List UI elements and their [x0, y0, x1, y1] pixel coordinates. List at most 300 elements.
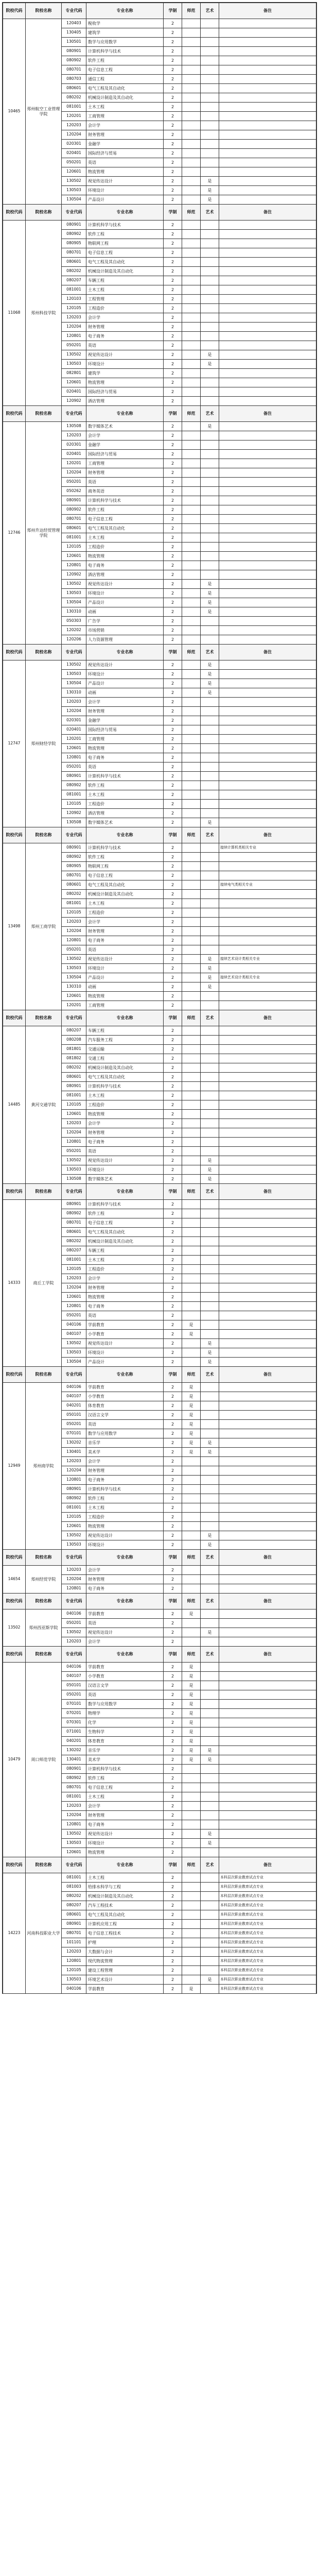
- note: [219, 478, 316, 487]
- teacher-flag: [182, 1256, 201, 1265]
- major-name: 视觉传达设计: [86, 580, 164, 589]
- header-art: 艺术: [201, 645, 219, 660]
- teacher-flag: [182, 561, 201, 570]
- teacher-flag: [182, 1783, 201, 1792]
- teacher-flag: [182, 1811, 201, 1820]
- major-code: 080902: [62, 1209, 86, 1218]
- major-name: 国际经济与贸易: [86, 450, 164, 459]
- teacher-flag: [182, 304, 201, 313]
- note: [219, 195, 316, 205]
- degree-years: 2: [164, 440, 182, 450]
- note: [219, 93, 316, 103]
- header-inst-code: 院校代码: [3, 1010, 26, 1026]
- header-inst-name: 院校名称: [26, 1550, 62, 1566]
- art-flag: [201, 1848, 219, 1857]
- teacher-flag: [182, 167, 201, 177]
- major-code: 130503: [62, 1165, 86, 1175]
- teacher-flag: 是: [182, 1401, 201, 1411]
- major-code: 120203: [62, 918, 86, 927]
- art-flag: [201, 524, 219, 533]
- note: [219, 1540, 316, 1550]
- teacher-flag: [182, 1165, 201, 1175]
- major-code: 130503: [62, 1540, 86, 1550]
- major-name: 产品设计: [86, 1358, 164, 1367]
- teacher-flag: [182, 1339, 201, 1348]
- degree-years: 2: [164, 75, 182, 84]
- major-code: 130508: [62, 1175, 86, 1184]
- major-code: 120204: [62, 130, 86, 140]
- major-name: 工程造价: [86, 1513, 164, 1522]
- major-name: 土木工程: [86, 533, 164, 543]
- major-code: 130503: [62, 589, 86, 598]
- note: [219, 440, 316, 450]
- degree-years: 2: [164, 1522, 182, 1531]
- note: [219, 918, 316, 927]
- art-flag: [201, 1637, 219, 1647]
- note: [219, 1330, 316, 1339]
- art-flag: [201, 552, 219, 561]
- institution-name: 周口师范学院: [26, 1663, 62, 1857]
- major-name: 财务管理: [86, 130, 164, 140]
- degree-years: 2: [164, 725, 182, 735]
- major-name: 金融学: [86, 716, 164, 725]
- art-flag: [201, 505, 219, 515]
- major-code: 120203: [62, 121, 86, 130]
- teacher-flag: [182, 1920, 201, 1929]
- degree-years: 2: [164, 487, 182, 496]
- major-name: 音乐学: [86, 1746, 164, 1755]
- teacher-flag: [182, 47, 201, 56]
- major-name: 酒店管理: [86, 570, 164, 580]
- major-code: 120601: [62, 1522, 86, 1531]
- major-name: 视觉传达设计: [86, 350, 164, 360]
- teacher-flag: [182, 1054, 201, 1063]
- major-name: 交通运输: [86, 1045, 164, 1054]
- note: [219, 103, 316, 112]
- note: [219, 1228, 316, 1237]
- major-code: 120203: [62, 698, 86, 707]
- major-name: 会计学: [86, 1637, 164, 1647]
- major-name: 动画: [86, 982, 164, 992]
- art-flag: [201, 1228, 219, 1237]
- teacher-flag: [182, 992, 201, 1001]
- institution-code: 13502: [3, 1609, 26, 1647]
- teacher-flag: [182, 707, 201, 716]
- major-name: 小学教育: [86, 1392, 164, 1401]
- note: [219, 267, 316, 276]
- header-art: 艺术: [201, 1184, 219, 1200]
- degree-years: 2: [164, 1274, 182, 1283]
- teacher-flag: 是: [182, 1727, 201, 1737]
- art-flag: [201, 397, 219, 406]
- note: [219, 65, 316, 75]
- note: [219, 19, 316, 28]
- note: [219, 323, 316, 332]
- major-name: 产品设计: [86, 973, 164, 982]
- art-flag: [201, 387, 219, 397]
- note: [219, 1485, 316, 1494]
- table-row: [3, 843, 316, 853]
- major-name: 电子商务: [86, 332, 164, 341]
- teacher-flag: [182, 230, 201, 239]
- note: [219, 818, 316, 827]
- art-flag: [201, 1283, 219, 1293]
- art-flag: 是: [201, 1975, 219, 1985]
- major-name: 工程管理: [86, 295, 164, 304]
- major-name: 金融学: [86, 140, 164, 149]
- note: [219, 56, 316, 65]
- art-flag: [201, 1036, 219, 1045]
- degree-years: 2: [164, 1829, 182, 1839]
- note: [219, 1165, 316, 1175]
- major-name: 物流管理: [86, 167, 164, 177]
- art-flag: 是: [201, 670, 219, 679]
- degree-years: 2: [164, 360, 182, 369]
- enrollment-table-page: [2, 2, 317, 1994]
- header-degree: 学制: [164, 1647, 182, 1663]
- teacher-flag: [182, 725, 201, 735]
- note: 本科层次职业教育试点专业: [219, 1957, 316, 1966]
- art-flag: [201, 93, 219, 103]
- teacher-flag: [182, 735, 201, 744]
- teacher-flag: [182, 1848, 201, 1857]
- major-name: 英语: [86, 1420, 164, 1429]
- degree-years: 2: [164, 1783, 182, 1792]
- note: [219, 1584, 316, 1594]
- note: [219, 871, 316, 880]
- note: [219, 1110, 316, 1119]
- major-code: 080202: [62, 890, 86, 899]
- teacher-flag: [182, 186, 201, 195]
- note: [219, 1476, 316, 1485]
- note: [219, 1700, 316, 1709]
- art-flag: [201, 1947, 219, 1957]
- degree-years: 2: [164, 1302, 182, 1311]
- art-flag: [201, 1082, 219, 1091]
- teacher-flag: 是: [182, 1429, 201, 1438]
- art-flag: [201, 1901, 219, 1910]
- major-name: 数字媒体艺术: [86, 818, 164, 827]
- major-name: 英语: [86, 762, 164, 772]
- major-name: 会计学: [86, 1119, 164, 1128]
- teacher-flag: [182, 487, 201, 496]
- header-inst-code: 院校代码: [3, 1550, 26, 1566]
- major-name: 环境设计: [86, 1540, 164, 1550]
- major-code: 040201: [62, 1737, 86, 1746]
- major-name: 酒店管理: [86, 397, 164, 406]
- note: [219, 744, 316, 753]
- degree-years: 2: [164, 332, 182, 341]
- degree-years: 2: [164, 239, 182, 248]
- degree-years: 2: [164, 1348, 182, 1358]
- header-degree: 学制: [164, 1184, 182, 1200]
- note: [219, 515, 316, 524]
- teacher-flag: [182, 1947, 201, 1957]
- major-code: 050201: [62, 1147, 86, 1156]
- major-name: 学前教育: [86, 1609, 164, 1619]
- degree-years: 2: [164, 744, 182, 753]
- note: [219, 1026, 316, 1036]
- art-flag: [201, 781, 219, 790]
- teacher-flag: [182, 635, 201, 645]
- degree-years: 2: [164, 1026, 182, 1036]
- teacher-flag: 是: [182, 1985, 201, 1994]
- degree-years: 2: [164, 762, 182, 772]
- teacher-flag: [182, 1036, 201, 1045]
- major-name: 物流管理: [86, 992, 164, 1001]
- teacher-flag: [182, 221, 201, 230]
- art-flag: [201, 1672, 219, 1681]
- teacher-flag: [182, 1200, 201, 1209]
- art-flag: [201, 239, 219, 248]
- major-code: 120204: [62, 927, 86, 936]
- teacher-flag: [182, 790, 201, 800]
- major-name: 电子商务: [86, 1820, 164, 1829]
- degree-years: 2: [164, 1138, 182, 1147]
- header-note: 备注: [219, 1184, 316, 1200]
- major-code: 130502: [62, 580, 86, 589]
- teacher-flag: 是: [182, 1420, 201, 1429]
- major-code: 120601: [62, 1110, 86, 1119]
- teacher-flag: [182, 1246, 201, 1256]
- major-name: 物联网工程: [86, 239, 164, 248]
- teacher-flag: [182, 468, 201, 478]
- header-inst-code: 院校代码: [3, 205, 26, 221]
- degree-years: 2: [164, 1156, 182, 1165]
- header-art: 艺术: [201, 1010, 219, 1026]
- major-name: 物流管理: [86, 1848, 164, 1857]
- teacher-flag: [182, 1265, 201, 1274]
- art-flag: [201, 1513, 219, 1522]
- major-name: 汽车工程技术: [86, 1901, 164, 1910]
- note: 接续计算机类相关专业: [219, 843, 316, 853]
- header-row: [3, 406, 316, 422]
- degree-years: 2: [164, 1637, 182, 1647]
- major-name: 机械设计制造及其自动化: [86, 890, 164, 899]
- art-flag: [201, 230, 219, 239]
- note: [219, 899, 316, 908]
- major-code: 130502: [62, 1339, 86, 1348]
- major-name: 物理学: [86, 1709, 164, 1718]
- major-name: 数学与应用数学: [86, 38, 164, 47]
- degree-years: 2: [164, 543, 182, 552]
- note: [219, 945, 316, 955]
- degree-years: 2: [164, 341, 182, 350]
- major-name: 酒店管理: [86, 809, 164, 818]
- major-code: 070301: [62, 1718, 86, 1727]
- major-name: 汽车服务工程: [86, 1036, 164, 1045]
- teacher-flag: [182, 276, 201, 285]
- header-art: 艺术: [201, 827, 219, 843]
- teacher-flag: [182, 1873, 201, 1883]
- major-name: 计算机科学与技术: [86, 221, 164, 230]
- art-flag: [201, 809, 219, 818]
- major-code: 080207: [62, 276, 86, 285]
- degree-years: 2: [164, 1873, 182, 1883]
- degree-years: 2: [164, 38, 182, 47]
- note: [219, 1256, 316, 1265]
- major-code: 080901: [62, 47, 86, 56]
- major-name: 会计学: [86, 1566, 164, 1575]
- header-inst-code: 院校代码: [3, 1184, 26, 1200]
- teacher-flag: [182, 1045, 201, 1054]
- degree-years: 2: [164, 1457, 182, 1466]
- art-flag: [201, 1274, 219, 1283]
- major-code: 120801: [62, 332, 86, 341]
- degree-years: 2: [164, 158, 182, 167]
- degree-years: 2: [164, 1975, 182, 1985]
- degree-years: 2: [164, 617, 182, 626]
- note: [219, 1302, 316, 1311]
- degree-years: 2: [164, 992, 182, 1001]
- degree-years: 2: [164, 1966, 182, 1975]
- note: 本科层次职业教育试点专业: [219, 1975, 316, 1985]
- art-flag: [201, 790, 219, 800]
- table-row: [3, 1026, 316, 1036]
- major-code: 080905: [62, 239, 86, 248]
- note: [219, 1737, 316, 1746]
- note: [219, 927, 316, 936]
- note: [219, 239, 316, 248]
- institution-name: 郑州工商学院: [26, 843, 62, 1010]
- major-code: 050201: [62, 1690, 86, 1700]
- degree-years: 2: [164, 899, 182, 908]
- art-flag: [201, 1966, 219, 1975]
- note: [219, 679, 316, 688]
- major-code: 080902: [62, 853, 86, 862]
- degree-years: 2: [164, 1737, 182, 1746]
- note: [219, 1466, 316, 1476]
- degree-years: 2: [164, 871, 182, 880]
- art-flag: [201, 1783, 219, 1792]
- note: [219, 992, 316, 1001]
- note: [219, 1274, 316, 1283]
- degree-years: 2: [164, 1718, 182, 1727]
- degree-years: 2: [164, 964, 182, 973]
- art-flag: [201, 459, 219, 468]
- art-flag: [201, 84, 219, 93]
- degree-years: 2: [164, 369, 182, 378]
- major-name: 土木工程: [86, 1256, 164, 1265]
- major-code: 020401: [62, 387, 86, 397]
- teacher-flag: [182, 679, 201, 688]
- note: [219, 258, 316, 267]
- header-degree: 学制: [164, 1550, 182, 1566]
- degree-years: 2: [164, 772, 182, 781]
- major-code: 120105: [62, 543, 86, 552]
- teacher-flag: [182, 744, 201, 753]
- note: [219, 635, 316, 645]
- note: 接续艺术设计类相关专业: [219, 973, 316, 982]
- major-code: 040106: [62, 1985, 86, 1994]
- header-degree: 学制: [164, 3, 182, 19]
- teacher-flag: 是: [182, 1718, 201, 1727]
- degree-years: 2: [164, 570, 182, 580]
- major-name: 财务管理: [86, 323, 164, 332]
- art-flag: [201, 698, 219, 707]
- degree-years: 2: [164, 1802, 182, 1811]
- note: [219, 1494, 316, 1503]
- teacher-flag: [182, 112, 201, 121]
- degree-years: 2: [164, 1848, 182, 1857]
- header-art: 艺术: [201, 406, 219, 422]
- major-code: 080701: [62, 248, 86, 258]
- header-major-name: 专业名称: [86, 645, 164, 660]
- header-note: 备注: [219, 1010, 316, 1026]
- major-code: 050201: [62, 945, 86, 955]
- header-major-code: 专业代码: [62, 1010, 86, 1026]
- major-code: 080601: [62, 84, 86, 93]
- major-code: 080701: [62, 515, 86, 524]
- header-art: 艺术: [201, 1594, 219, 1609]
- degree-years: 2: [164, 800, 182, 809]
- major-code: 120203: [62, 313, 86, 323]
- major-code: 120902: [62, 570, 86, 580]
- art-flag: [201, 295, 219, 304]
- art-flag: 是: [201, 688, 219, 698]
- degree-years: 2: [164, 1073, 182, 1082]
- teacher-flag: 是: [182, 1681, 201, 1690]
- art-flag: 是: [201, 679, 219, 688]
- degree-years: 2: [164, 781, 182, 790]
- art-flag: 是: [201, 360, 219, 369]
- teacher-flag: [182, 248, 201, 258]
- major-code: 120203: [62, 1274, 86, 1283]
- header-major-name: 专业名称: [86, 1647, 164, 1663]
- teacher-flag: [182, 617, 201, 626]
- note: [219, 725, 316, 735]
- degree-years: 2: [164, 1929, 182, 1938]
- major-code: 130503: [62, 1839, 86, 1848]
- teacher-flag: [182, 295, 201, 304]
- major-name: 数字媒体艺术: [86, 422, 164, 431]
- header-inst-code: 院校代码: [3, 827, 26, 843]
- major-code: 120105: [62, 908, 86, 918]
- teacher-flag: [182, 38, 201, 47]
- degree-years: 2: [164, 1175, 182, 1184]
- major-name: 财务管理: [86, 1283, 164, 1293]
- note: [219, 1839, 316, 1848]
- teacher-flag: [182, 1619, 201, 1628]
- note: [219, 450, 316, 459]
- major-code: 120902: [62, 397, 86, 406]
- degree-years: 2: [164, 818, 182, 827]
- teacher-flag: [182, 524, 201, 533]
- degree-years: 2: [164, 1513, 182, 1522]
- major-name: 音乐学: [86, 1438, 164, 1448]
- degree-years: 2: [164, 1476, 182, 1485]
- major-code: 120103: [62, 295, 86, 304]
- degree-years: 2: [164, 1938, 182, 1947]
- teacher-flag: [182, 459, 201, 468]
- degree-years: 2: [164, 65, 182, 75]
- art-flag: [201, 1119, 219, 1128]
- major-name: 产品设计: [86, 679, 164, 688]
- major-name: 学前教育: [86, 1383, 164, 1392]
- degree-years: 2: [164, 93, 182, 103]
- teacher-flag: [182, 1929, 201, 1938]
- teacher-flag: [182, 1063, 201, 1073]
- major-name: 国际经济与贸易: [86, 149, 164, 158]
- degree-years: 2: [164, 1283, 182, 1293]
- header-row: [3, 1857, 316, 1873]
- note: [219, 1609, 316, 1619]
- art-flag: [201, 1073, 219, 1082]
- teacher-flag: [182, 1026, 201, 1036]
- major-code: 020301: [62, 440, 86, 450]
- major-code: 040107: [62, 1392, 86, 1401]
- art-flag: [201, 1609, 219, 1619]
